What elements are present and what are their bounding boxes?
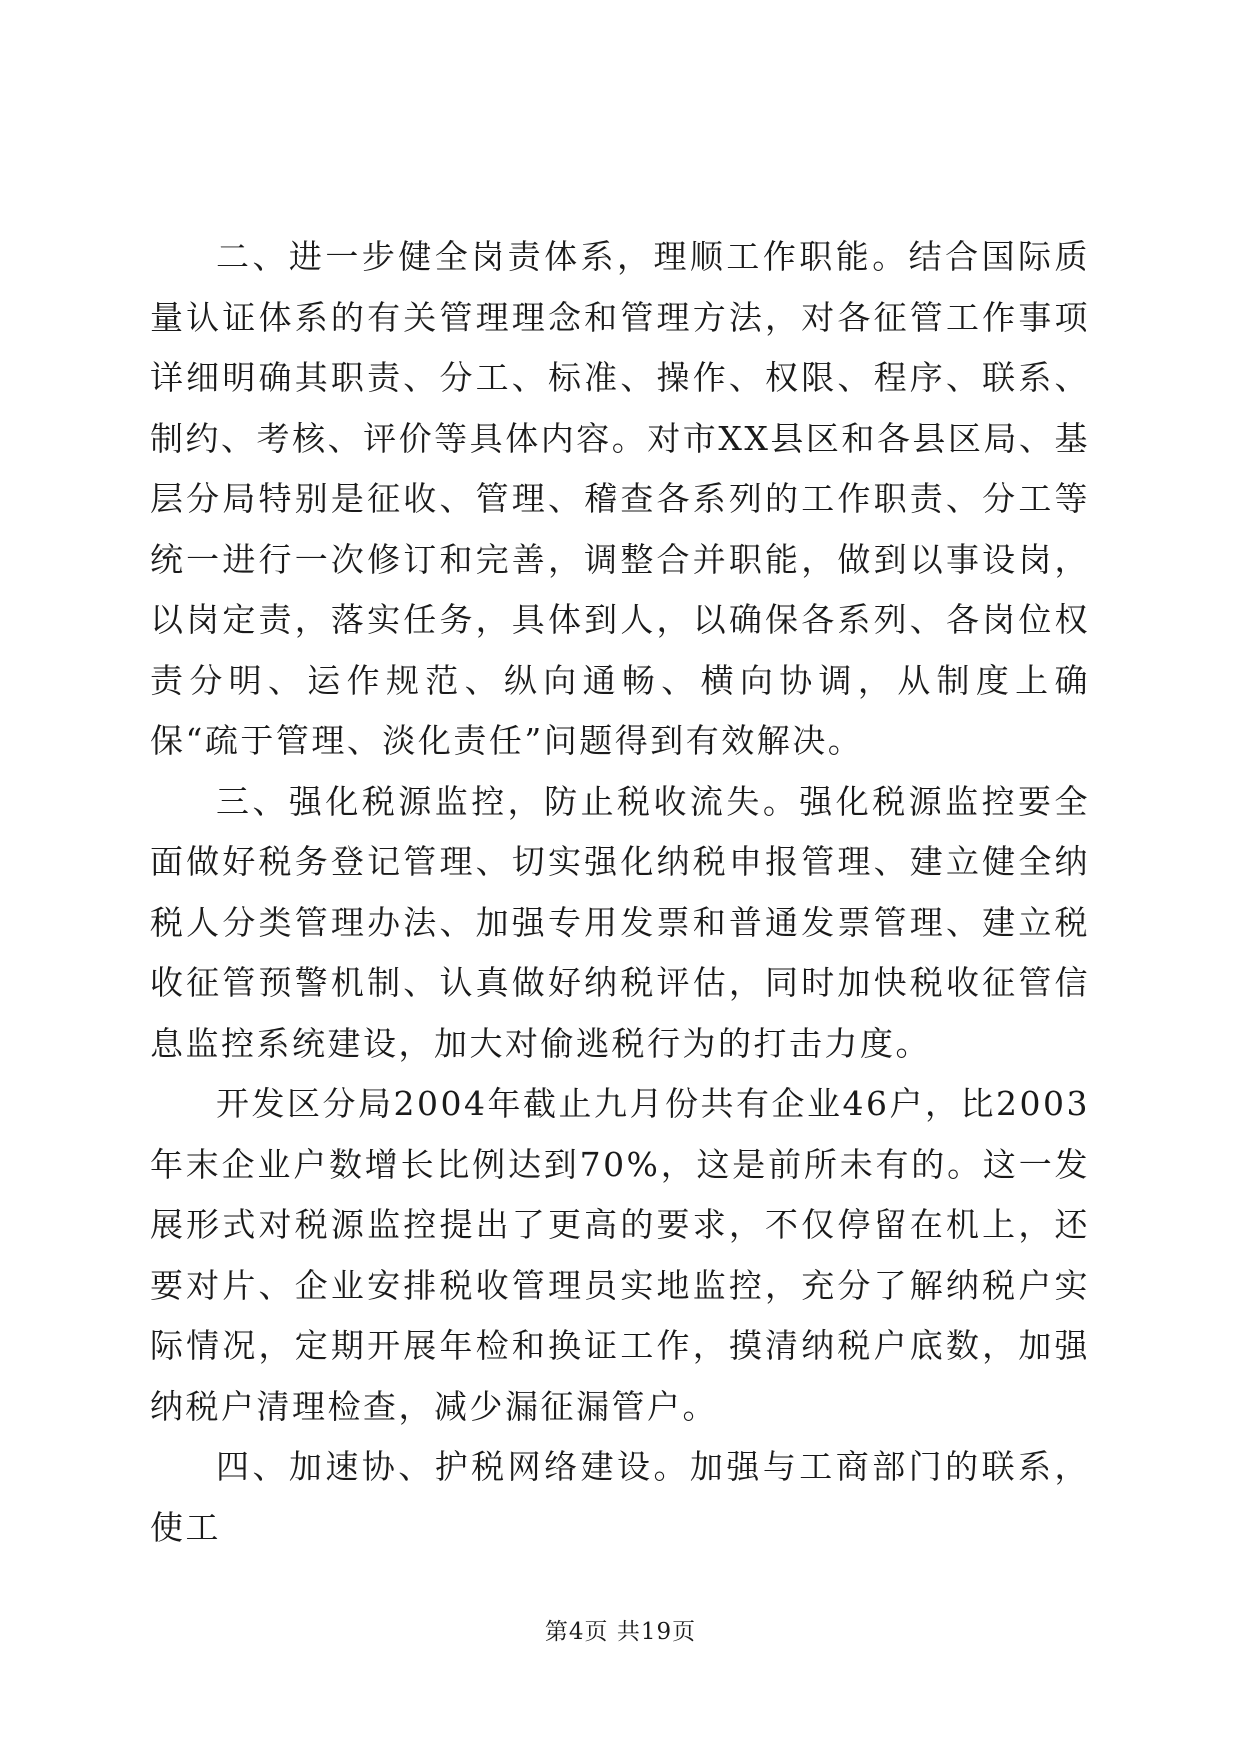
paragraph-section-3: 三、强化税源监控，防止税收流失。强化税源监控要全面做好税务登记管理、切实强化纳税申报管理、建立健全纳税人分类管理办法、加强专用发票和普通发票管理、建立税收征管预警机制、认真做好纳税评估，同时加快税收征管信息监控系统建设，加大对偷逃税行为的打击力度。 xyxy=(150,781,1090,1063)
document-body xyxy=(150,227,1090,1558)
paragraph-section-4: 四、加速协、护税网络建设。加强与工商部门的联系，使工 xyxy=(150,1447,1090,1547)
paragraph-section-2: 二、进一步健全岗责体系，理顺工作职能。结合国际质量认证体系的有关管理理念和管理方法，对各征管工作事项详细明确其职责、分工、标准、操作、权限、程序、联系、制约、考核、评价等具体内容。对市XX县区和各县区局、基层分局特别是征收、管理、稽查各系列的工作职责、分工等统一进行一次修订和完善，调整合并职能，做到以事设岗，以岗定责，落实任务，具体到人，以确保各系列、各岗位权责分明、运作规范、纵向通畅、横向协调，从制度上确保“疏于管理、淡化责任”问题得到有效解决。 xyxy=(150,237,1090,760)
page-footer: 第4页 共19页 xyxy=(544,1619,697,1645)
paragraph-development-zone: 开发区分局2004年截止九月份共有企业46户，比2003年末企业户数增长比例达到70%，这是前所未有的。这一发展形式对税源监控提出了更高的要求，不仅停留在机上，还要对片、企业安排税收管理员实地监控，充分了解纳税户实际情况，定期开展年检和换证工作，摸清纳税户底数，加强纳税户清理检查，减少漏征漏管户。 xyxy=(150,1084,1090,1426)
